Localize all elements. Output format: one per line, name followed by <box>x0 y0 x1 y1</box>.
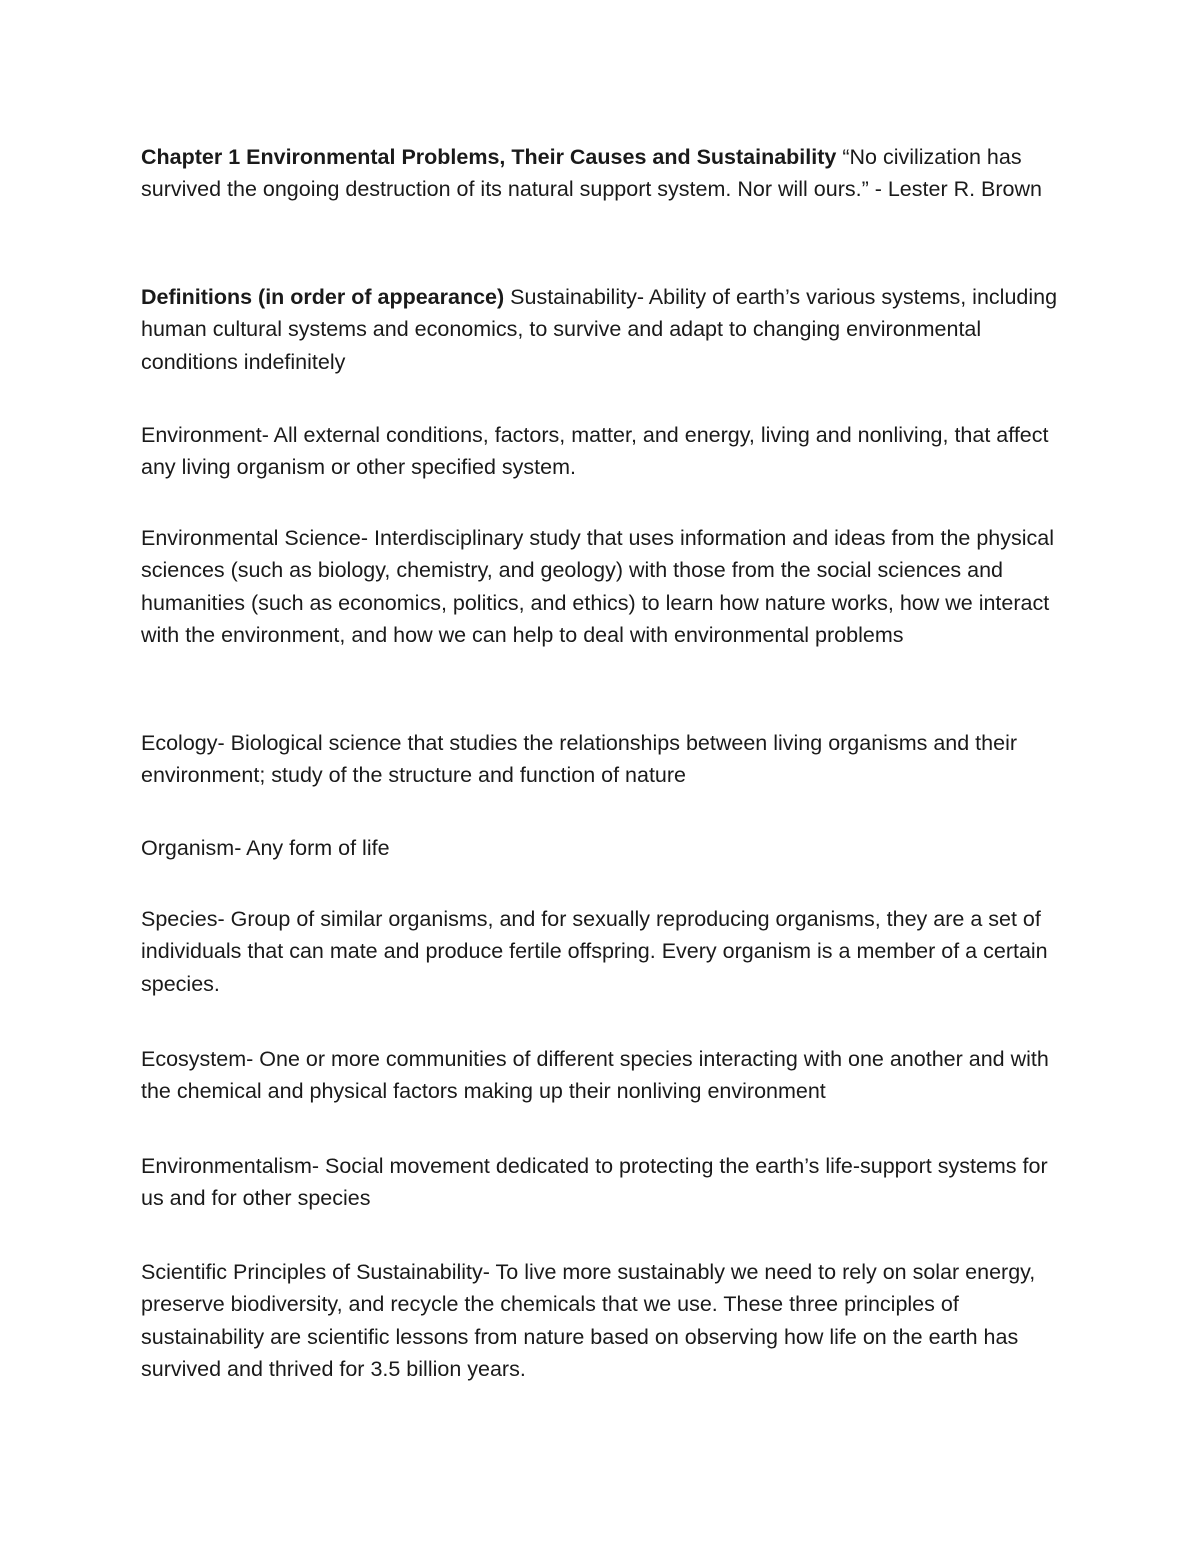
definitions-heading: Definitions (in order of appearance) <box>141 285 505 309</box>
definition-ecosystem: Ecosystem- One or more communities of different species interacting with one another and with the chemical and physical factors making up their nonliving environment <box>141 1047 1049 1104</box>
chapter-title-paragraph <box>141 141 1066 206</box>
definition-environmental-science: Environmental Science- Interdisciplinary study that uses information and ideas from the physical sciences (such as biology, chemistry, and geology) with those from the social sciences and humanities (such as economics, politics, and ethics) to learn how nature works, how we interact with the environment, and how we can help to deal with environmental problems <box>141 526 1055 647</box>
definition-sustainability: Sustainability- Ability of earth’s various systems, including human cultural systems and economics, to survive and adapt to changing environmental conditions indefinitely <box>141 285 1058 374</box>
definition-environment: Environment- All external conditions, factors, matter, and energy, living and nonliving, that affect any living organism or other specified system. <box>141 423 1049 480</box>
epigraph-quote: “No civilization has survived the ongoing destruction of its natural support system. Nor will ours.” - Lester R. Brown <box>141 145 1042 202</box>
definitions-paragraph <box>141 281 1066 378</box>
definition-organism: Organism- Any form of life <box>141 836 390 860</box>
definition-ecology: Ecology- Biological science that studies the relationships between living organisms and their environment; study of the structure and function of nature <box>141 731 1018 788</box>
definition-environmentalism: Environmentalism- Social movement dedicated to protecting the earth’s life-support systems for us and for other species <box>141 1154 1048 1211</box>
definition-scientific-principles: Scientific Principles of Sustainability- To live more sustainably we need to rely on solar energy, preserve biodiversity, and recycle the chemicals that we use. These three principles of sustainability are scientific lessons from nature based on observing how life on the earth has survived and thrived for 3.5 billion years. <box>141 1260 1036 1381</box>
definition-species: Species- Group of similar organisms, and for sexually reproducing organisms, they are a set of individuals that can mate and produce fertile offspring. Every organism is a member of a certain species. <box>141 907 1048 996</box>
chapter-title: Chapter 1 Environmental Problems, Their Causes and Sustainability <box>141 145 837 169</box>
